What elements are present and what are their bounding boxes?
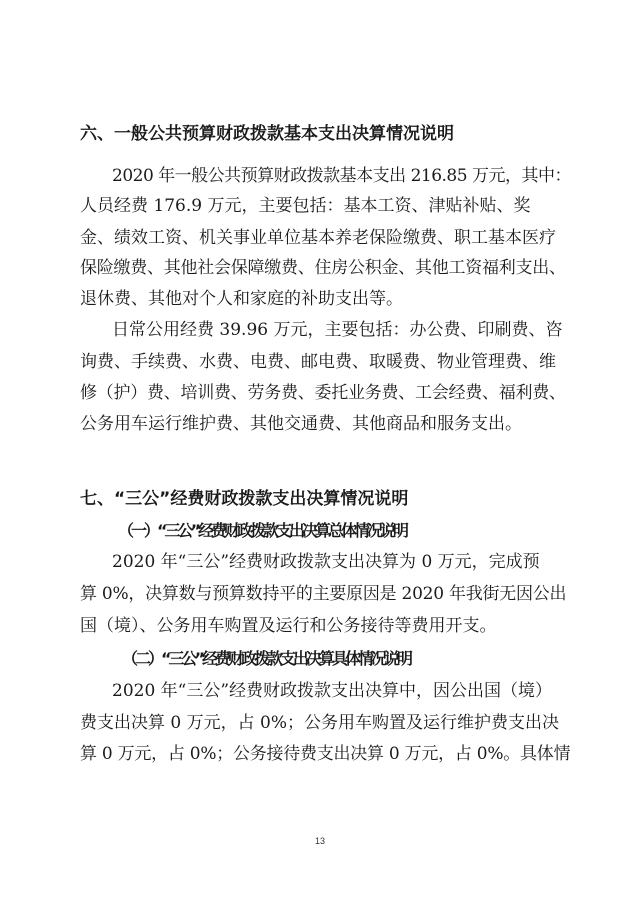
paragraph-line: 2020 年“三公”经费财政拨款支出决算为 0 万元，完成预 [112, 552, 540, 572]
paragraph-line: 日常公用经费 39.96 万元，主要包括：办公费、印刷费、咨 [112, 320, 563, 340]
paragraph-line: 国（境）、公务用车购置及运行和公务接待等费用开支。 [80, 616, 497, 636]
paragraph-line: 金、绩效工资、机关事业单位基本养老保险缴费、职工基本医疗 [80, 228, 556, 248]
paragraph-line: 算 0%，决算数与预算数持平的主要原因是 2020 年我街无因公出 [80, 584, 567, 604]
paragraph-line: 修（护）费、培训费、劳务费、委托业务费、工会经费、福利费、 [80, 383, 566, 403]
subsection-two-heading: （二）“三公”经费财政拨款支出决算具体情况说明 [122, 649, 411, 668]
paragraph-line: 公务用车运行维护费、其他交通费、其他商品和服务支出。 [80, 414, 522, 434]
paragraph-line: 询费、手续费、水费、电费、邮电费、取暖费、物业管理费、维 [80, 352, 556, 372]
subsection-one-heading: （一）“三公”经费财政拨款支出决算总体情况说明 [118, 521, 407, 540]
paragraph-line: 人员经费 176.9 万元，主要包括：基本工资、津贴补贴、奖 [80, 196, 531, 216]
paragraph-line: 退休费、其他对个人和家庭的补助支出等。 [80, 289, 403, 309]
section-six-heading: 六、一般公共预算财政拨款基本支出决算情况说明 [80, 124, 454, 144]
paragraph-line: 算 0 万元，占 0%；公务接待费支出决算 0 万元，占 0%。具体情 [80, 744, 571, 764]
paragraph-line: 费支出决算 0 万元，占 0%；公务用车购置及运行维护费支出决 [80, 713, 559, 733]
paragraph-line: 保险缴费、其他社会保障缴费、住房公积金、其他工资福利支出、 [80, 258, 566, 278]
page-number: 13 [314, 836, 325, 846]
paragraph-line: 2020 年一般公共预算财政拨款基本支出 216.85 万元，其中： [112, 166, 571, 186]
paragraph-line: 2020 年“三公”经费财政拨款支出决算中，因公出国（境） [112, 681, 553, 701]
section-seven-heading: 七、“三公”经费财政拨款支出决算情况说明 [80, 489, 409, 509]
